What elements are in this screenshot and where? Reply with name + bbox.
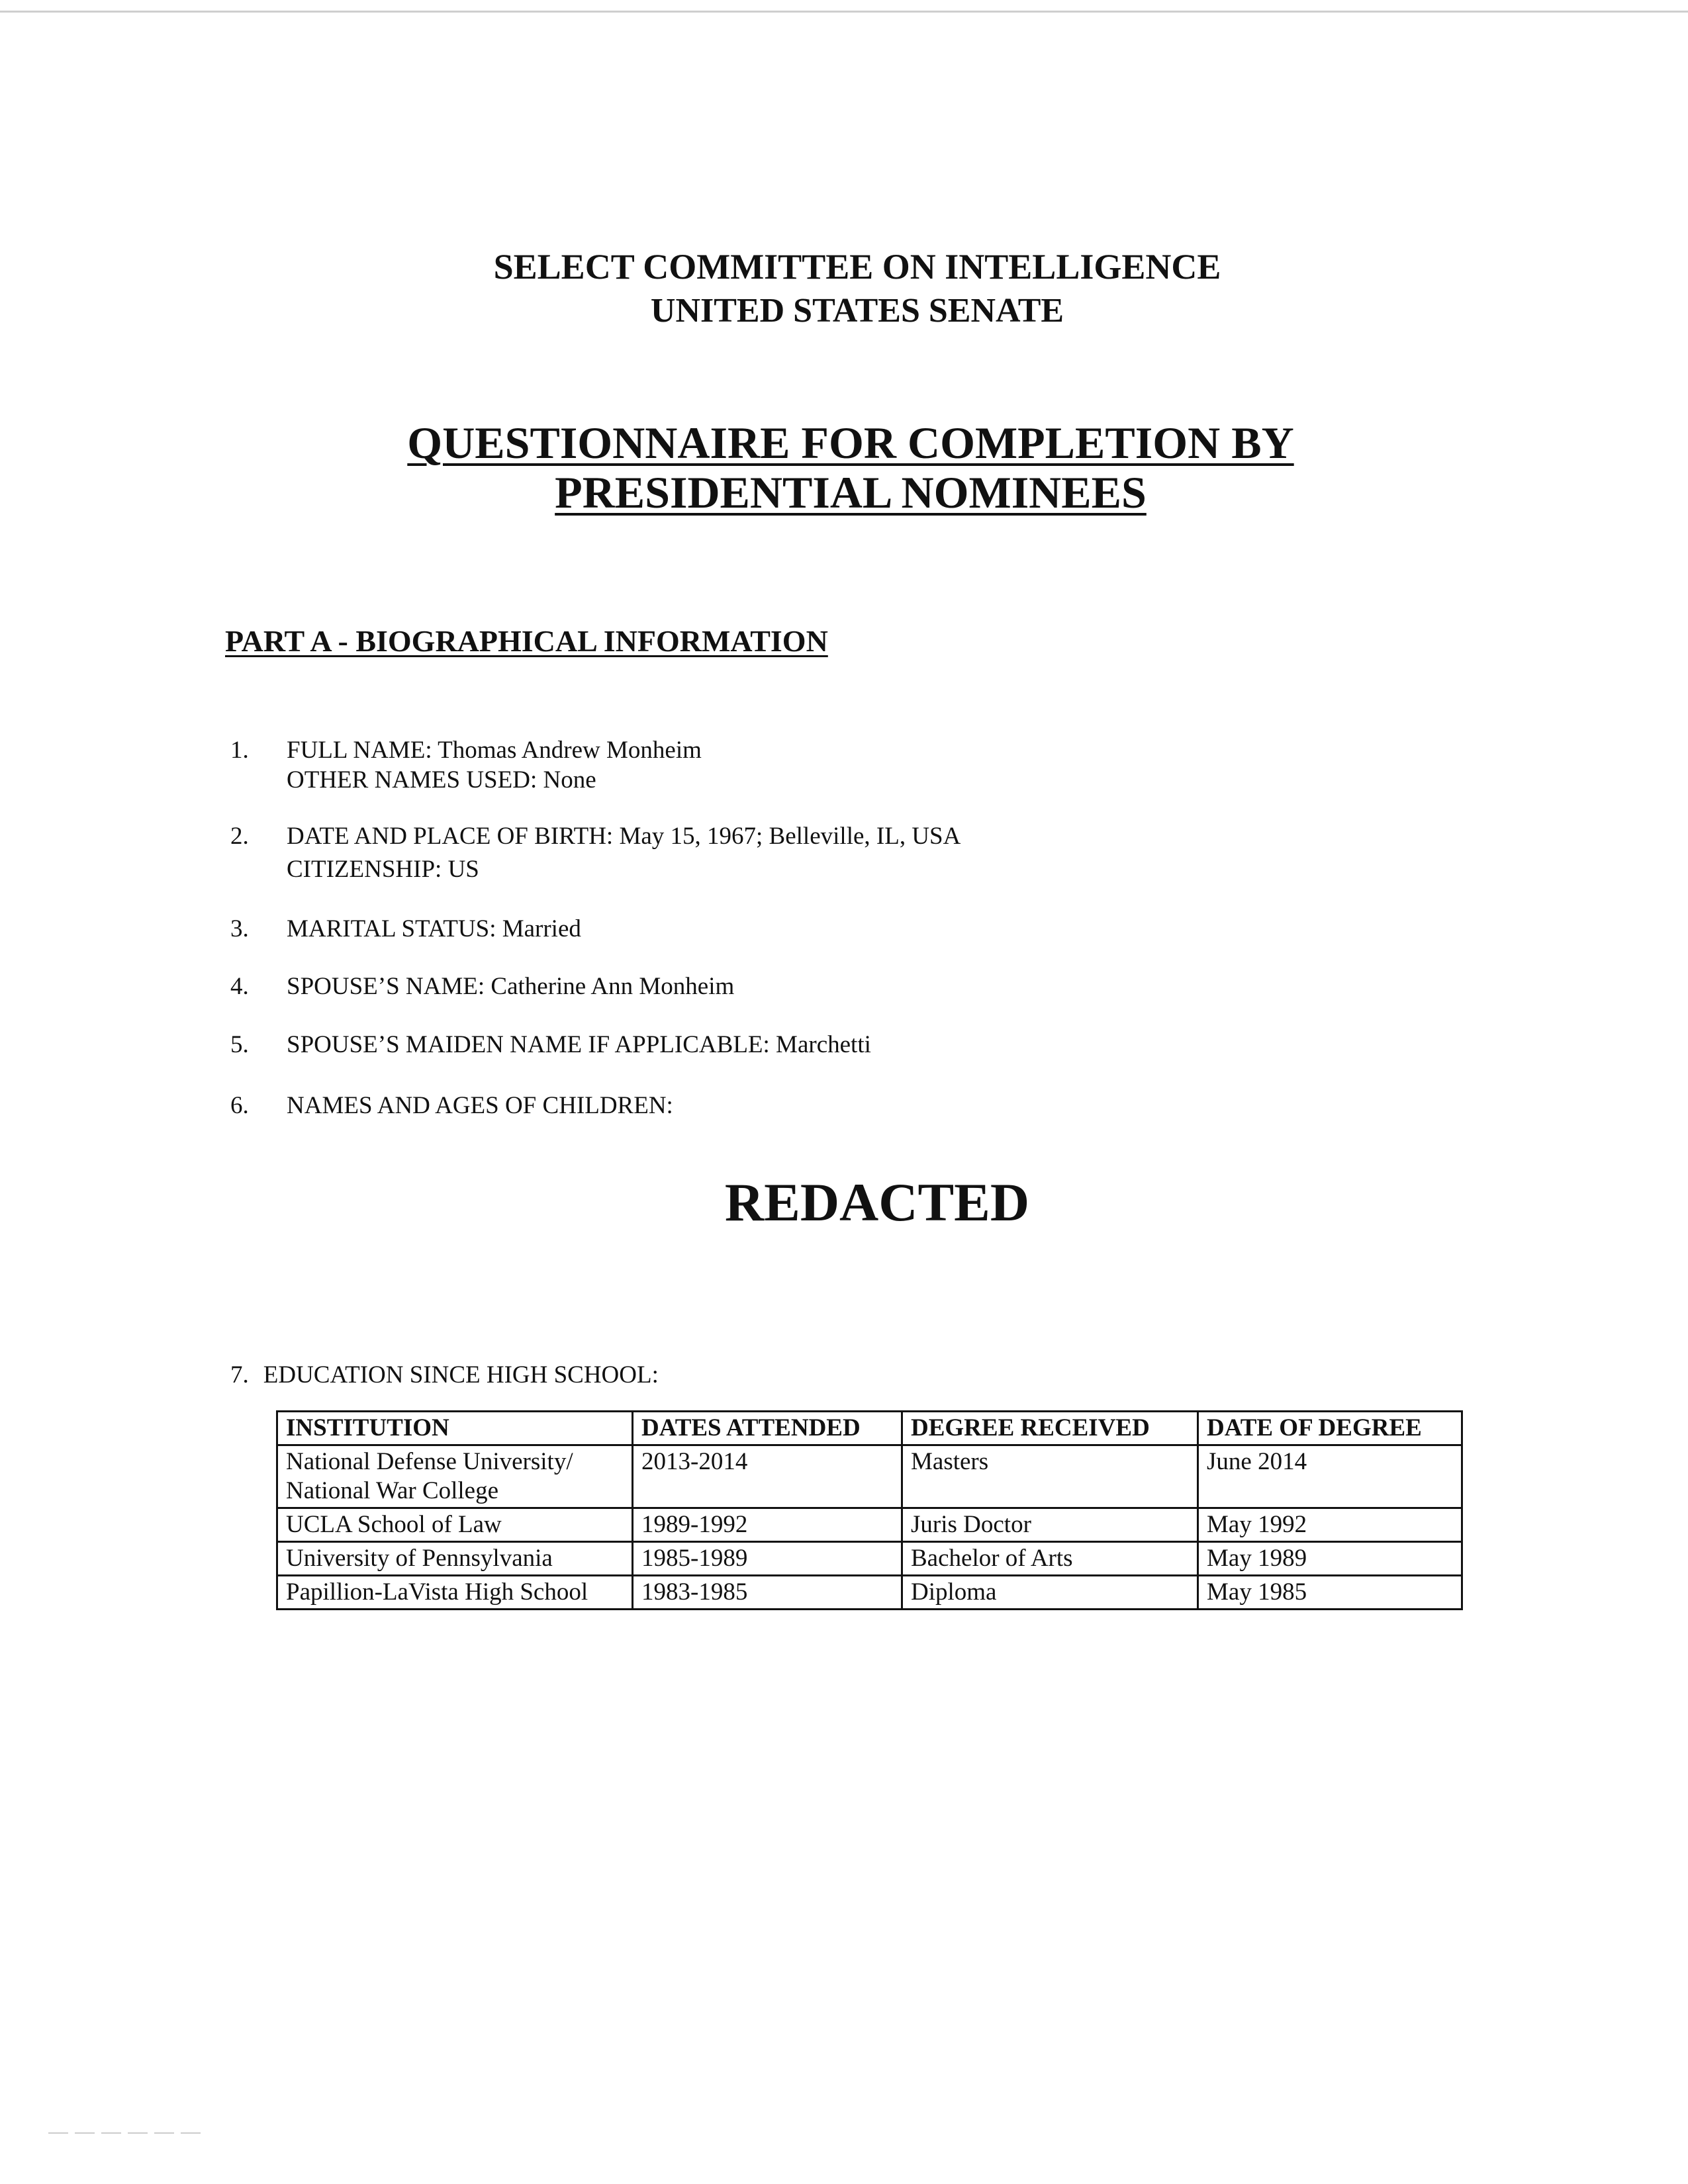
table-row (277, 1445, 1462, 1508)
item-text: EDUCATION SINCE HIGH SCHOOL: (263, 1361, 659, 1388)
item-number: 7. (230, 1361, 249, 1388)
education-table (276, 1410, 1463, 1610)
document-title-line1: QUESTIONNAIRE FOR COMPLETION BY (407, 418, 1294, 468)
degree-cell: Bachelor of Arts (902, 1542, 1198, 1576)
dates-cell: 1989-1992 (633, 1508, 902, 1542)
degree-cell: Juris Doctor (902, 1508, 1198, 1542)
table-row (277, 1542, 1462, 1576)
degree-cell: Masters (902, 1445, 1198, 1508)
item-text: CITIZENSHIP: US (287, 856, 479, 883)
dates-cell: 1983-1985 (633, 1576, 902, 1610)
column-header: INSTITUTION (277, 1412, 633, 1445)
degree-cell: Diploma (902, 1576, 1198, 1610)
degree-date-cell: May 1992 (1198, 1508, 1462, 1542)
item-number: 1. (230, 737, 249, 764)
item-text: MARITAL STATUS: Married (287, 915, 581, 942)
item-number: 5. (230, 1031, 249, 1058)
item-text: OTHER NAMES USED: None (287, 766, 596, 794)
item-number: 4. (230, 973, 249, 1000)
item-text: NAMES AND AGES OF CHILDREN: (287, 1092, 673, 1119)
dates-cell: 1985-1989 (633, 1542, 902, 1576)
institution-cell: UCLA School of Law (277, 1508, 633, 1542)
item-number: 6. (230, 1092, 249, 1119)
item-text: SPOUSE’S MAIDEN NAME IF APPLICABLE: Marchetti (287, 1031, 871, 1058)
column-header: DATES ATTENDED (633, 1412, 902, 1445)
redacted-notice: REDACTED (724, 1172, 1030, 1232)
institution-cell: Papillion-LaVista High School (277, 1576, 633, 1610)
dates-cell: 2013-2014 (633, 1445, 902, 1508)
item-text: DATE AND PLACE OF BIRTH: May 15, 1967; Belleville, IL, USA (287, 823, 961, 850)
item-number: 2. (230, 823, 249, 850)
item-number: 3. (230, 915, 249, 942)
item-text: FULL NAME: Thomas Andrew Monheim (287, 737, 702, 764)
column-header: DATE OF DEGREE (1198, 1412, 1462, 1445)
institution-line: National Defense University/ (286, 1448, 573, 1475)
institution-line: National War College (286, 1477, 499, 1504)
degree-date-cell: June 2014 (1198, 1445, 1462, 1508)
degree-date-cell: May 1989 (1198, 1542, 1462, 1576)
institution-cell (277, 1445, 633, 1508)
degree-date-cell: May 1985 (1198, 1576, 1462, 1610)
scan-edge-line (0, 11, 1688, 13)
column-header: DEGREE RECEIVED (902, 1412, 1198, 1445)
document-title-line2: PRESIDENTIAL NOMINEES (555, 467, 1147, 518)
committee-name: SELECT COMMITTEE ON INTELLIGENCE (493, 247, 1221, 287)
table-row (277, 1576, 1462, 1610)
scan-artifact (48, 2132, 207, 2134)
institution-cell: University of Pennsylvania (277, 1542, 633, 1576)
item-education (230, 1361, 659, 1389)
item-text: SPOUSE’S NAME: Catherine Ann Monheim (287, 973, 735, 1000)
part-a-heading: PART A - BIOGRAPHICAL INFORMATION (225, 624, 828, 658)
table-header-row (277, 1412, 1462, 1445)
senate-name: UNITED STATES SENATE (650, 292, 1064, 330)
table-row (277, 1508, 1462, 1542)
